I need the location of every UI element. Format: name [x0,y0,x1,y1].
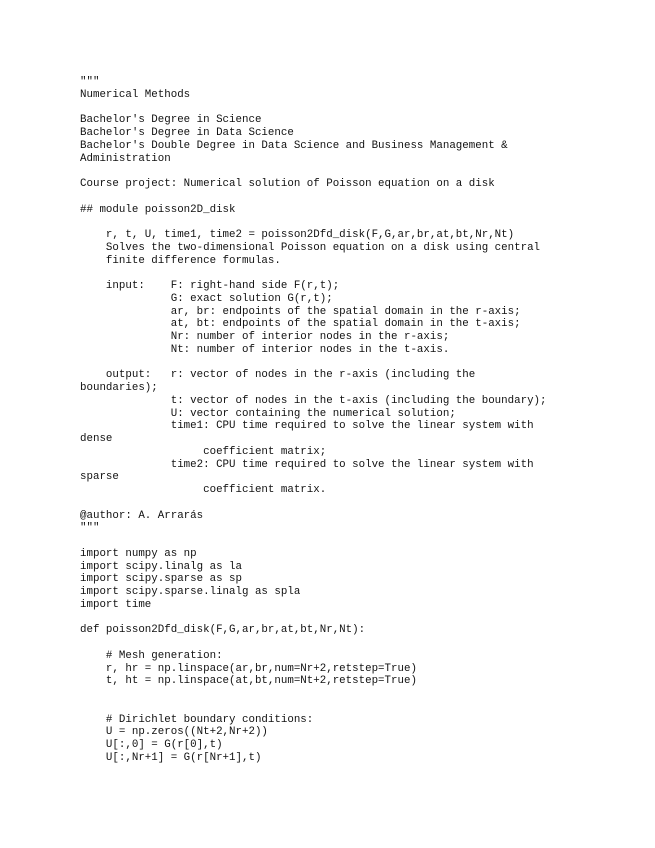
code-line [80,612,640,625]
code-line [80,637,640,650]
code-line [80,165,640,178]
code-line: Bachelor's Degree in Data Science [80,127,294,139]
code-line: Course project: Numerical solution of Poisson equation on a disk [80,178,495,190]
code-line: """ [80,76,100,88]
code-line: Nt: number of interior nodes in the t-axis. [80,343,450,356]
code-line [80,216,640,229]
code-line: import scipy.sparse.linalg as spla [80,586,301,598]
code-line: t: vector of nodes in the t-axis (including the boundary); [80,394,547,407]
code-line: r, t, U, time1, time2 = poisson2Dfd_disk(F,G,ar,br,at,bt,Nr,Nt) [80,229,515,241]
code-line: Administration [80,152,171,165]
code-line: Bachelor's Degree in Science [80,114,262,127]
code-line: Nr: number of interior nodes in the r-axis; [80,331,450,343]
code-line: def poisson2Dfd_disk(F,G,ar,br,at,bt,Nr,Nt): [80,624,366,637]
code-line: ar, br: endpoints of the spatial domain in the r-axis; [80,305,521,318]
code-line: time2: CPU time required to solve the linear system with [80,458,534,471]
code-line [80,535,640,548]
code-line: Numerical Methods [80,88,191,101]
code-line: U[:,Nr+1] = G(r[Nr+1],t) [80,751,262,764]
code-line: U: vector containing the numerical solution; [80,407,456,420]
code-line: sparse [80,471,119,484]
code-line: import scipy.linalg as la [80,560,242,573]
code-line: import time [80,598,152,611]
code-line: dense [80,433,113,445]
code-line [80,688,640,701]
code-line: @author: A. Arrarás [80,509,204,522]
code-line [80,102,640,115]
code-line: U = np.zeros((Nt+2,Nr+2)) [80,726,268,739]
code-line: coefficient matrix. [80,484,327,496]
code-line: # Mesh generation: [80,649,223,662]
code-line [80,701,640,714]
code-line [80,497,640,510]
code-line: output: r: vector of nodes in the r-axis (including the [80,369,476,382]
code-line: U[:,0] = G(r[0],t) [80,739,223,751]
code-line: t, ht = np.linspace(at,bt,num=Nt+2,retstep=True) [80,675,417,688]
code-line: finite difference formulas. [80,254,281,267]
code-line: input: F: right-hand side F(r,t); [80,280,340,292]
code-line: import scipy.sparse as sp [80,573,242,586]
code-line [80,191,640,204]
code-line: Solves the two-dimensional Poisson equation on a disk using central [80,241,541,254]
code-line: import numpy as np [80,547,197,560]
code-line: at, bt: endpoints of the spatial domain in the t-axis; [80,318,521,331]
code-line: r, hr = np.linspace(ar,br,num=Nr+2,retstep=True) [80,662,417,675]
code-line [80,357,640,370]
code-line: Bachelor's Double Degree in Data Science and Business Management & [80,139,508,152]
code-line: G: exact solution G(r,t); [80,292,333,305]
code-line: """ [80,522,100,535]
code-line: coefficient matrix; [80,445,327,458]
code-line [80,267,640,280]
code-line: time1: CPU time required to solve the linear system with [80,420,534,433]
code-line: ## module poisson2D_disk [80,203,236,216]
code-line: # Dirichlet boundary conditions: [80,713,314,726]
code-listing [80,76,640,765]
code-line: boundaries); [80,382,158,394]
